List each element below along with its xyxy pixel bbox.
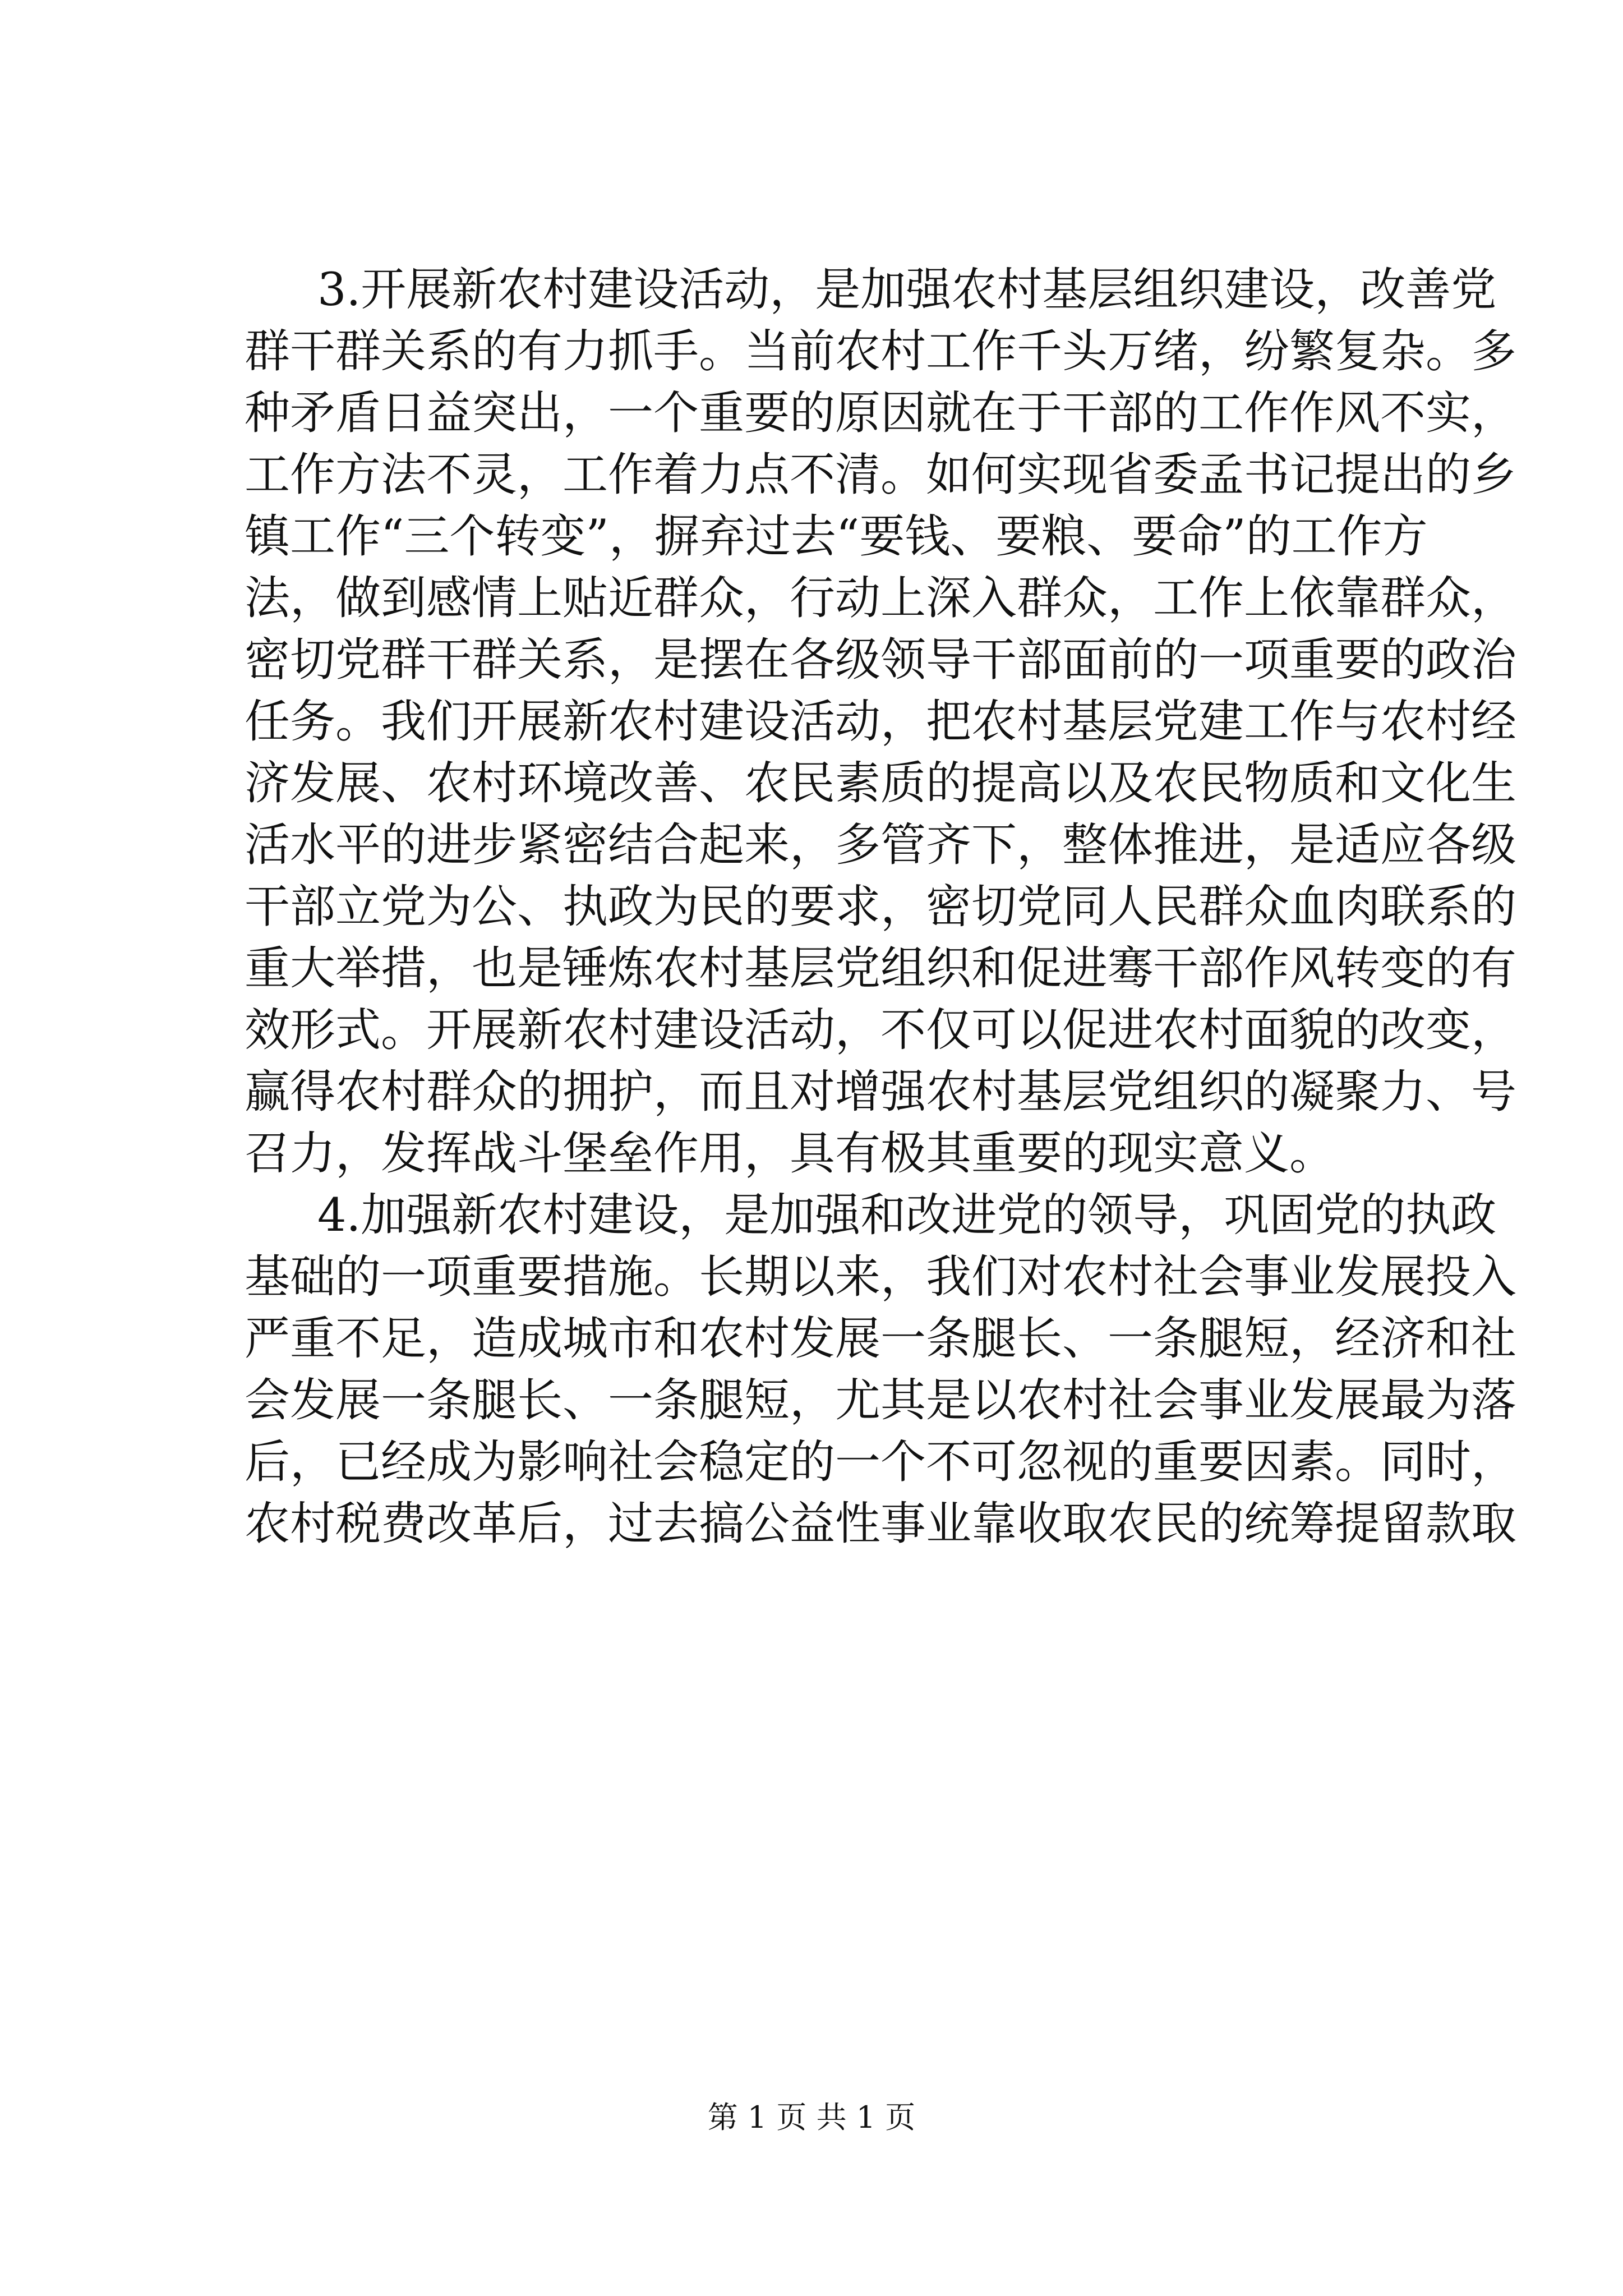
paragraph-1-line-15: 召力，发挥战斗堡垒作用，具有极其重要的现实意义。 [245,1128,1335,1180]
paragraph-1-line-3: 种矛盾日益突出，一个重要的原因就在于干部的工作作风不实， [245,387,1517,440]
paragraph-2-line-4: 会发展一条腿长、一条腿短，尤其是以农村社会事业发展最为落 [245,1374,1517,1427]
paragraph-2-line-5: 后，已经成为影响社会稳定的一个不可忽视的重要因素。同时， [245,1436,1517,1489]
paragraph-1-line-9: 济发展、农村环境改善、农民素质的提高以及农民物质和文化生 [245,757,1517,810]
paragraph-1-line-10: 活水平的进步紧密结合起来，多管齐下，整体推进，是适应各级 [245,819,1517,872]
paragraph-2-line-1: 4.加强新农村建设，是加强和改进党的领导，巩固党的执政 [317,1189,1497,1242]
page-number-footer: 第 1 页 共 1 页 [707,2100,916,2135]
paragraph-1-line-5: 镇工作“三个转变”，摒弃过去“要钱、要粮、要命”的工作方 [245,510,1428,563]
paragraph-1-line-4: 工作方法不灵，工作着力点不清。如何实现省委孟书记提出的乡 [245,449,1517,501]
paragraph-2-line-2: 基础的一项重要措施。长期以来，我们对农村社会事业发展投入 [245,1251,1517,1304]
paragraph-1-line-6: 法，做到感情上贴近群众，行动上深入群众，工作上依靠群众， [245,572,1517,625]
paragraph-1-line-1: 3.开展新农村建设活动，是加强农村基层组织建设，改善党 [317,264,1497,316]
paragraph-2-line-3: 严重不足，造成城市和农村发展一条腿长、一条腿短，经济和社 [245,1313,1517,1365]
paragraph-1-line-8: 任务。我们开展新农村建设活动，把农村基层党建工作与农村经 [245,696,1517,748]
paragraph-1-line-11: 干部立党为公、执政为民的要求，密切党同人民群众血肉联系的 [245,881,1517,933]
paragraph-2-line-6: 农村税费改革后，过去搞公益性事业靠收取农民的统筹提留款取 [245,1498,1517,1550]
paragraph-1-line-2: 群干群关系的有力抓手。当前农村工作千头万绪，纷繁复杂。多 [245,325,1517,378]
paragraph-1-line-13: 效形式。开展新农村建设活动，不仅可以促进农村面貌的改变， [245,1004,1517,1057]
paragraph-1-line-7: 密切党群干群关系，是摆在各级领导干部面前的一项重要的政治 [245,634,1517,687]
paragraph-1-line-14: 赢得农村群众的拥护，而且对增强农村基层党组织的凝聚力、号 [245,1066,1517,1119]
paragraph-1-line-12: 重大举措，也是锤炼农村基层党组织和促进骞干部作风转变的有 [245,942,1517,995]
